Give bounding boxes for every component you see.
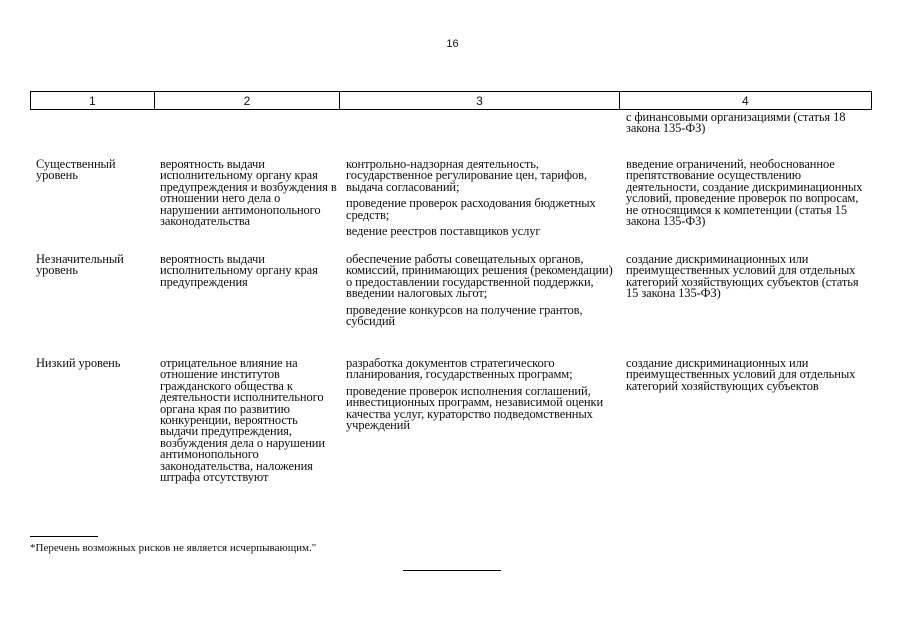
continuation-cell: с финансовыми организациями (статья 18 закона 135-ФЗ) bbox=[626, 110, 846, 136]
activity-item: обеспечение работы совещательных органов, комиссий, принимающих решения (рекомендации) о предоставлении государственной поддержки, введении налоговых льгот; bbox=[346, 252, 613, 301]
table-row bbox=[30, 358, 872, 483]
risk-level-cell: Низкий уровень bbox=[36, 356, 121, 370]
table-header-row bbox=[30, 91, 872, 110]
activities-cell bbox=[340, 159, 620, 254]
continuation-row bbox=[30, 110, 872, 159]
activity-item: контрольно-надзорная деятельность, государственное регулирование цен, тарифов, выдача согласований; bbox=[346, 157, 587, 194]
activities-cell bbox=[340, 254, 620, 358]
violations-cell: введение ограничений, необоснованное препятствование осуществлению деятельности, создание дискриминационных условий, проведение проверок по вопросам, не относящимся к компетенции (статья 15 закона 135-ФЗ) bbox=[626, 157, 863, 229]
activity-item: проведение проверок расходования бюджетных средств; bbox=[346, 196, 596, 222]
table-row bbox=[30, 254, 872, 358]
page-number: 16 bbox=[446, 38, 459, 50]
table-row bbox=[30, 159, 872, 254]
header-cell-3: 3 bbox=[340, 92, 619, 109]
risk-level-cell: Существенный уровень bbox=[36, 157, 116, 183]
risk-table bbox=[30, 91, 872, 483]
header-cell-4: 4 bbox=[741, 93, 749, 108]
header-cell-1: 1 bbox=[31, 92, 155, 109]
end-of-document-line bbox=[403, 570, 501, 571]
violations-cell: создание дискриминационных или преимущественных условий для отдельных категорий хозяйствующих субъектов (статья 15 закона 135-ФЗ) bbox=[626, 252, 859, 301]
probability-cell: отрицательное влияние на отношение институтов гражданского общества к деятельности исполнительного органа края по развитию конкуренции, вероятность выдачи предупреждения, возбуждения дела о нарушении антимонопольного законодательства, наложения штрафа отсутствуют bbox=[160, 356, 325, 485]
header-cell-2: 2 bbox=[155, 92, 341, 109]
activity-item: проведение конкурсов на получение грантов, субсидий bbox=[346, 302, 583, 329]
footnote-separator bbox=[30, 536, 98, 537]
probability-cell: вероятность выдачи исполнительному органу края предупреждения и возбуждения в отношении него дела о нарушении антимонопольного законодательства bbox=[160, 157, 337, 229]
activities-cell bbox=[340, 358, 620, 483]
activity-item: проведение проверок исполнения соглашений, инвестиционных программ, независимой оценки качества услуг, кураторство подведомственных учреждений bbox=[346, 383, 604, 433]
probability-cell: вероятность выдачи исполнительному органу края предупреждения bbox=[160, 252, 318, 289]
activity-item: разработка документов стратегического планирования, государственных программ; bbox=[346, 356, 573, 382]
footnote bbox=[30, 536, 630, 554]
footnote-text: *Перечень возможных рисков не является исчерпывающим." bbox=[30, 542, 317, 554]
violations-cell: создание дискриминационных или преимущественных условий для отдельных категорий хозяйствующих субъектов bbox=[626, 356, 856, 393]
risk-level-cell: Незначительный уровень bbox=[36, 252, 124, 278]
activity-item: ведение реестров поставщиков услуг bbox=[346, 224, 541, 239]
